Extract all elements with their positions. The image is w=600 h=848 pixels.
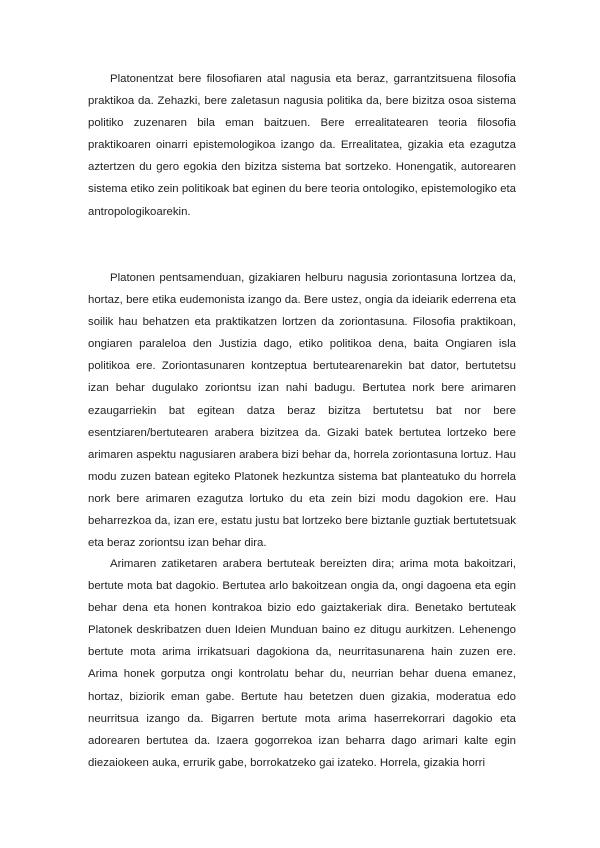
- paragraph-2: [88, 267, 516, 554]
- paragraph-1: [88, 68, 516, 223]
- paragraph-text: Arimaren zatiketaren arabera bertuteak bereizten dira; arima mota bakoitzari, bertute mota bat dagokio. Bertutea arlo bakoitzean ongia da, ongi dagoena eta egin behar dena eta honen kontrakoa bizio edo gaiztakeriak dira. Benetako bertuteak Platonek deskribatzen duen Ideien Munduan baino ez ditugu aurkitzen. Lehenengo bertute mota arima irrikatsuari dagokiona da, neurritasunarena hain zuzen ere. Arima honek gorputza ongi kontrolatu behar du, neurrian behar duena emanez, hortaz, biziorik eman gabe. Bertute hau betetzen duen gizakia, moderatua edo neurritsua izango da. Bigarren bertute mota arima haserrekorrari dagokio eta adorearen bertutea da. Izaera gogorrekoa izan beharra dago arimari kalte egin diezaiokeen auka, errurik gabe, borrokatzeko gai izateko. Horrela, gizakia horri: [88, 558, 516, 769]
- paragraph-3: [88, 553, 516, 774]
- paragraph-text: Platonentzat bere filosofiaren atal nagusia eta beraz, garrantzitsuena filosofia praktikoa da. Zehazki, bere zaletasun nagusia politika da, bere bizitza osoa sistema politiko zuzenaren bila eman baitzuen. Bere errealitatearen teoria filosofia praktikoaren oinarri epistemologikoa izango da. Errealitatea, gizakia eta ezagutza aztertzen du gero egokia den bizitza sistema bat sortzeko. Honengatik, autorearen sistema etiko zein politikoak bat eginen du bere teoria ontologiko, epistemologiko eta antropologikoarekin.: [88, 73, 516, 218]
- paragraph-text: Platonen pentsamenduan, gizakiaren helburu nagusia zoriontasuna lortzea da, hortaz, bere etika eudemonista izango da. Bere ustez, ongia da ideiarik ederrena eta soilik hau behatzen eta praktikatzen lortzen da zoriontasuna. Filosofia praktikoan, ongiaren paraleloa den Justizia dago, etiko politikoa dena, baita Ongiaren isla politikoa ere. Zoriontasunaren kontzeptua bertutearenarekin bat dator, bertutetsu izan behar dugulako zoriontsu izan nahi badugu. Bertutea nork bere arimaren ezaugarriekin bat egitean datza beraz bizitza bertutetsu bat nor bere esentziaren/bertutearen arabera bizitzea da. Gizaki batek bertutea lortzeko bere arimaren aspektu nagusiaren arabera bizi behar da, horrela zoriontasuna lortuz. Hau modu zuzen batean egiteko Platonek hezkuntza sistema bat planteatuko du horrela nork bere arimaren ezagutza lortuko du eta zein bizi modu dagokion ere. Hau beharrezkoa da, izan ere, estatu justu bat lortzeko bere biztanle guztiak bertutetsuak eta beraz zoriontsu izan behar dira.: [88, 272, 516, 550]
